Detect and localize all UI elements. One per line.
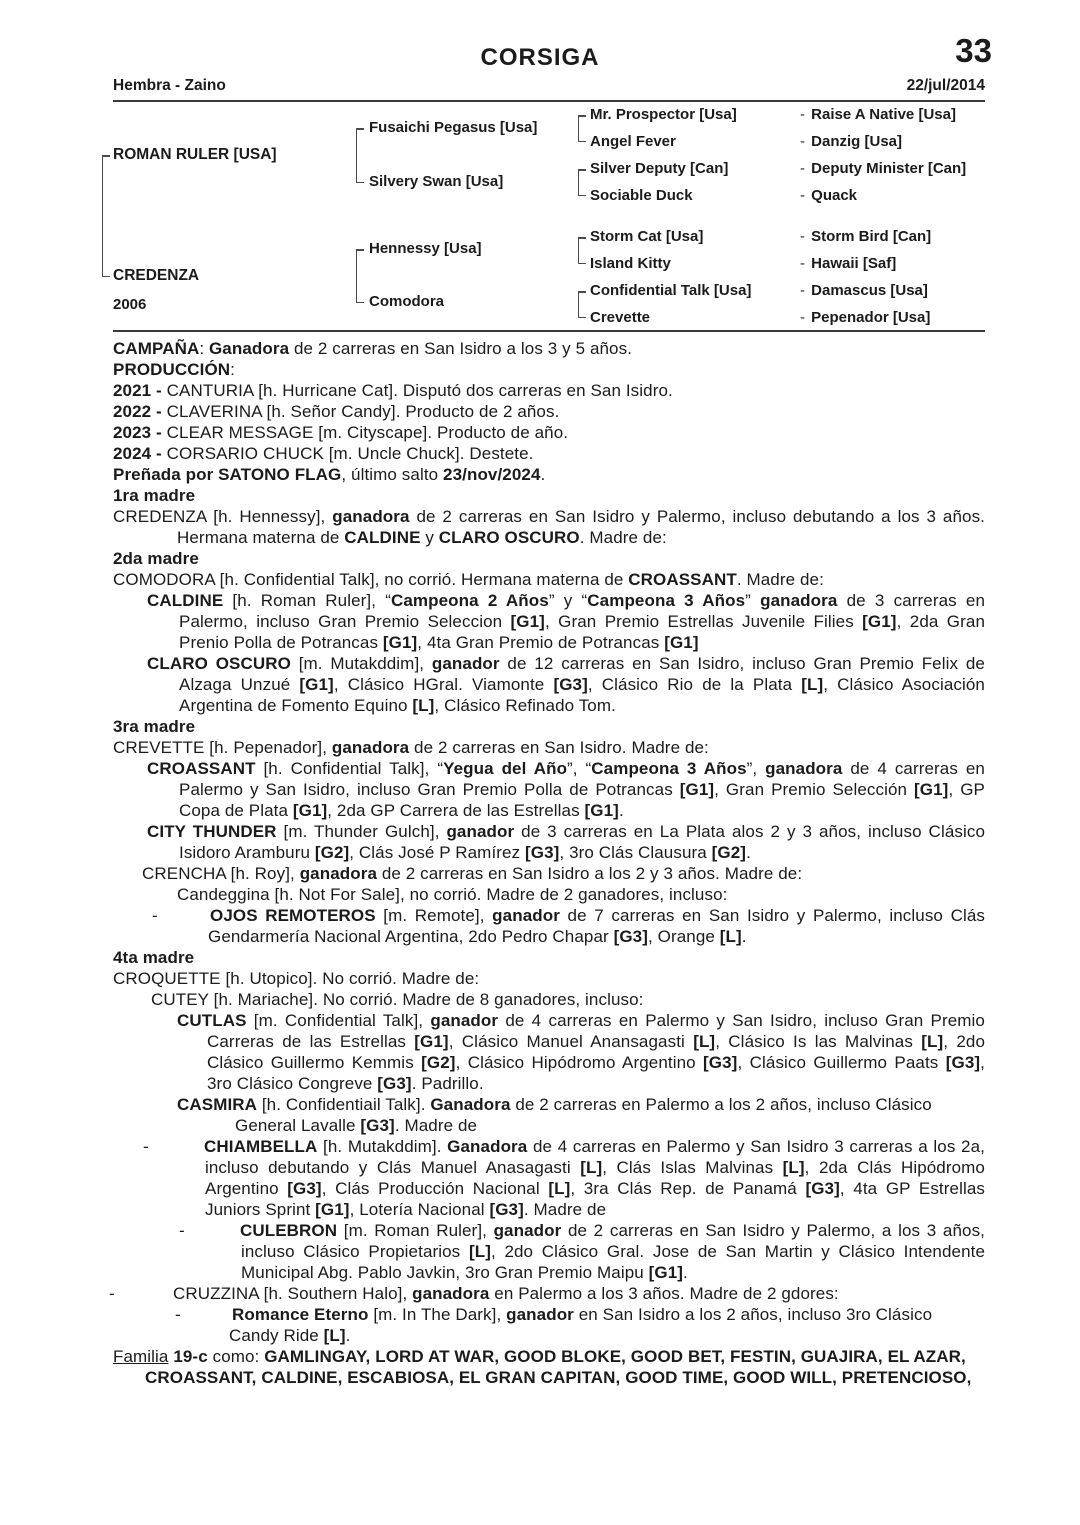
pedigree-gen4-name: - Hawaii [Saf]: [800, 255, 896, 272]
body-text: [109, 338, 986, 1388]
pedigree-gen4-name: - Raise A Native [Usa]: [800, 106, 956, 123]
family-line: Familia 19-c como: GAMLINGAY, LORD AT WAR, GOOD BLOKE, GOOD BET, FESTIN, GUAJIRA, EL AZAR, CROASSANT, CALDINE, ESCABIOSA, EL GRAN CAPITAN, GOOD TIME, GOOD WILL, PRETENCIOSO,: [113, 1347, 972, 1387]
pedigree-gen3-name: Crevette: [590, 309, 651, 326]
pedigree-bracket-gen3-1: [578, 115, 587, 142]
pedigree-dam: CREDENZA: [113, 267, 200, 284]
production-entry-2024: 2024 - CORSARIO CHUCK [m. Uncle Chuck]. Destete.: [113, 444, 534, 463]
page-number: 33: [955, 32, 992, 69]
pedigree-gen3-name: Silver Deputy [Can]: [590, 160, 729, 177]
production-entry-2023: 2023 - CLEAR MESSAGE [m. Cityscape]. Producto de año.: [113, 423, 569, 442]
pedigree-gen2-name: Hennessy [Usa]: [369, 240, 482, 257]
pedigree-gen3-name: Sociable Duck: [590, 187, 693, 204]
pedigree-gen2-name: Silvery Swan [Usa]: [369, 173, 504, 190]
paragraph-cutlas: CUTLAS [m. Confidential Talk], ganador de 4 carreras en Palermo y San Isidro, incluso Gran Premio Carreras de las Estrellas [G1], Clásico Manuel Anansagasti [L], Clásico Is las Malvinas [L], 2do Clásico Guillermo Kemmis [G2], Clásico Hipódromo Argentino [G3], Clásico Guillermo Paats [G3], 3ro Clásico Congreve [G3]. Padrillo.: [177, 1011, 986, 1093]
pedigree-gen3-name: Confidential Talk [Usa]: [590, 282, 752, 299]
pedigree-gen3-name: Island Kitty: [590, 255, 671, 272]
pedigree-gen3-name: Storm Cat [Usa]: [590, 228, 704, 245]
mare-section-heading-3: 3ra madre: [113, 717, 196, 736]
pedigree-gen4-name: - Storm Bird [Can]: [800, 228, 931, 245]
pedigree-bracket-gen2-sire: [356, 128, 365, 183]
paragraph-claro-oscuro: CLARO OSCURO [m. Mutakddim], ganador de 12 carreras en San Isidro, incluso Gran Premio Felix de Alzaga Unzué [G1], Clásico HGral. Viamonte [G3], Clásico Rio de la Plata [L], Clásico Asociación Argentina de Fomento Equino [L], Clásico Refinado Tom.: [147, 654, 985, 715]
pedigree-bracket-gen2-dam: [356, 249, 365, 303]
pedigree-gen3-name: Angel Fever: [590, 133, 676, 150]
paragraph-ojos-remoteros: - OJOS REMOTEROS [m. Remote], ganador de 7 carreras en San Isidro y Palermo, incluso Clás Gendarmería Nacional Argentina, 2do Pedro Chapar [G3], Orange [L].: [152, 906, 985, 946]
paragraph-crencha: CRENCHA [h. Roy], ganadora de 2 carreras en San Isidro a los 2 y 3 años. Madre de:: [142, 864, 803, 883]
page-title: CORSIGA: [480, 44, 600, 71]
pedigree-gen4-name: - Damascus [Usa]: [800, 282, 928, 299]
paragraph-croquette: CROQUETTE [h. Utopico]. No corrió. Madre de:: [113, 969, 480, 988]
paragraph-city-thunder: CITY THUNDER [m. Thunder Gulch], ganador de 3 carreras en La Plata alos 2 y 3 años, incluso Clásico Isidoro Aramburu [G2], Clás José P Ramírez [G3], 3ro Clás Clausura [G2].: [147, 822, 986, 862]
paragraph-caldine: CALDINE [h. Roman Ruler], “Campeona 2 Años” y “Campeona 3 Años” ganadora de 3 carreras en Palermo, incluso Gran Premio Seleccion [G1], Gran Premio Estrellas Juvenile Filies [G1], 2da Gran Prenio Polla de Potrancas [G1], 4ta Gran Premio de Potrancas [G1]: [147, 591, 986, 652]
pedigree-bracket-gen3-3: [578, 237, 587, 264]
mare-section-heading-1: 1ra madre: [113, 486, 196, 505]
paragraph-cutey: CUTEY [h. Mariache]. No corrió. Madre de 8 ganadores, incluso:: [151, 990, 644, 1009]
pedigree-dam-year: 2006: [113, 296, 147, 313]
production-entry-2021: 2021 - CANTURIA [h. Hurricane Cat]. Disputó dos carreras en San Isidro.: [113, 381, 673, 400]
paragraph-culebron: - CULEBRON [m. Roman Ruler], ganador de 2 carreras en San Isidro y Palermo, a los 3 años, incluso Clásico Propietarios [L], 2do Clásico Gral. Jose de San Martin y Clásico Intendente Municipal Abg. Pablo Javkin, 3ro Gran Premio Maipu [G1].: [179, 1221, 986, 1282]
pedigree-bracket-gen1: [102, 155, 111, 277]
pedigree-gen2-name: Fusaichi Pegasus [Usa]: [369, 119, 538, 136]
pedigree-bracket-gen3-4: [578, 291, 587, 318]
paragraph-romance-eterno: - Romance Eterno [m. In The Dark], ganador en San Isidro a los 2 años, incluso 3ro Clásico Candy Ride [L].: [175, 1305, 933, 1345]
paragraph-cruzzina: - CRUZZINA [h. Southern Halo], ganadora en Palermo a los 3 años. Madre de 2 gdores:: [109, 1284, 839, 1303]
paragraph-crevette: CREVETTE [h. Pepenador], ganadora de 2 carreras en San Isidro. Madre de:: [113, 738, 709, 757]
pedigree-gen4-name: - Deputy Minister [Can]: [800, 160, 966, 177]
production-heading: PRODUCCIÓN:: [113, 360, 235, 379]
mare-section-heading-2: 2da madre: [113, 549, 199, 568]
birth-date: 22/jul/2014: [906, 77, 985, 94]
paragraph-credenza: CREDENZA [h. Hennessy], ganadora de 2 carreras en San Isidro y Palermo, incluso debutando a los 3 años. Hermana materna de CALDINE y CLARO OSCURO. Madre de:: [113, 507, 985, 547]
in-foal-line: Preñada por SATONO FLAG, último salto 23/nov/2024.: [113, 465, 546, 484]
mare-section-heading-4: 4ta madre: [113, 948, 195, 967]
pedigree-gen3-name: Mr. Prospector [Usa]: [590, 106, 737, 123]
paragraph-casmira: CASMIRA [h. Confidentiail Talk]. Ganadora de 2 carreras en Palermo a los 2 años, incluso Clásico General Lavalle [G3]. Madre de: [177, 1095, 932, 1135]
pedigree-gen2-name: Comodora: [369, 293, 444, 310]
pedigree-gen4-name: - Quack: [800, 187, 857, 204]
pedigree-gen4-name: - Pepenador [Usa]: [800, 309, 930, 326]
paragraph-candeggina: Candeggina [h. Not For Sale], no corrió. Madre de 2 ganadores, incluso:: [177, 885, 728, 904]
pedigree-sire: ROMAN RULER [USA]: [113, 146, 277, 163]
paragraph-chiambella: - CHIAMBELLA [h. Mutakddim]. Ganadora de 4 carreras en Palermo y San Isidro 3 carreras a los 2a, incluso debutando y Clás Manuel Anasagasti [L], Clás Islas Malvinas [L], 2da Clás Hipódromo Argentino [G3], Clás Producción Nacional [L], 3ra Clás Rep. de Panamá [G3], 4ta GP Estrellas Juniors Sprint [G1], Lotería Nacional [G3]. Madre de: [143, 1137, 985, 1219]
pedigree-gen4-name: - Danzig [Usa]: [800, 133, 902, 150]
campaign-line: CAMPAÑA: Ganadora de 2 carreras en San Isidro a los 3 y 5 años.: [113, 339, 633, 358]
production-entry-2022: 2022 - CLAVERINA [h. Señor Candy]. Producto de 2 años.: [113, 402, 560, 421]
pedigree-bracket-gen3-2: [578, 169, 587, 196]
sex-coat-label: Hembra - Zaino: [113, 77, 226, 94]
paragraph-comodora: COMODORA [h. Confidential Talk], no corrió. Hermana materna de CROASSANT. Madre de:: [113, 570, 824, 589]
paragraph-croassant: CROASSANT [h. Confidential Talk], “Yegua del Año”, “Campeona 3 Años”, ganadora de 4 carreras en Palermo y San Isidro, incluso Gran Premio Polla de Potrancas [G1], Gran Premio Selección [G1], GP Copa de Plata [G1], 2da GP Carrera de las Estrellas [G1].: [147, 759, 985, 820]
